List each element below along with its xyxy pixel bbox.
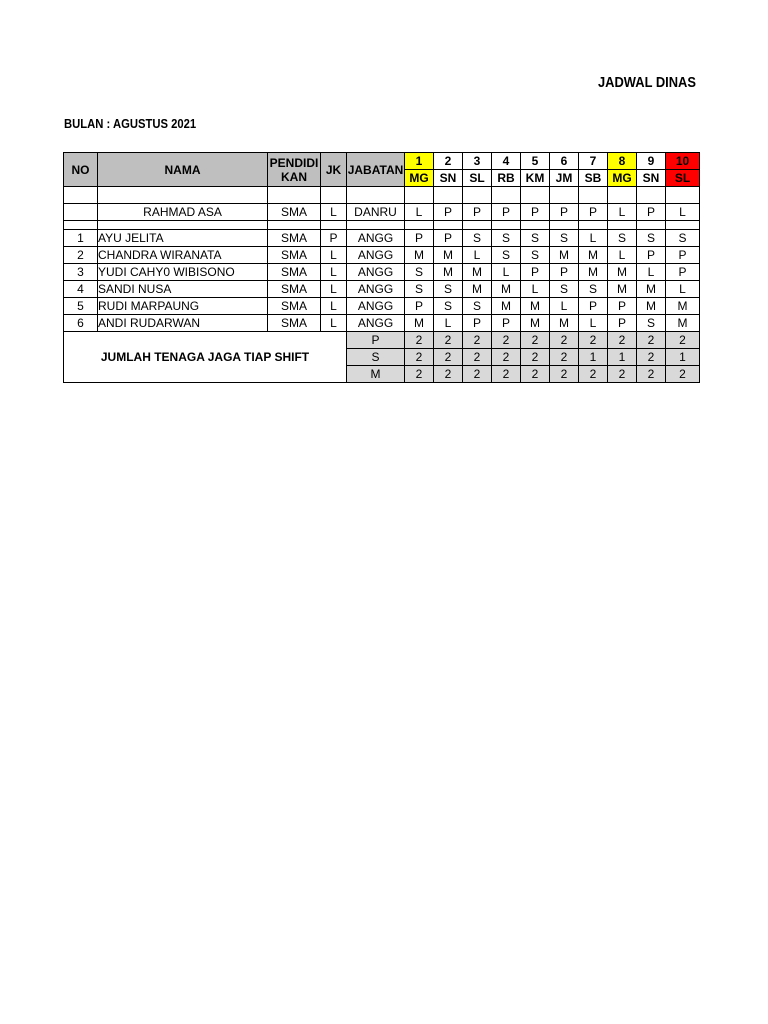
header-no: NO bbox=[64, 153, 98, 187]
summary-count: 2 bbox=[666, 332, 700, 349]
shift-cell: L bbox=[637, 264, 666, 281]
shift-cell: S bbox=[492, 247, 521, 264]
empty-cell bbox=[608, 187, 637, 204]
shift-cell: P bbox=[492, 315, 521, 332]
summary-count: 2 bbox=[463, 366, 492, 383]
shift-cell: M bbox=[550, 247, 579, 264]
shift-cell: S bbox=[463, 298, 492, 315]
shift-cell: L bbox=[405, 204, 434, 221]
member-pendidikan: SMA bbox=[268, 298, 321, 315]
summary-count: 2 bbox=[492, 349, 521, 366]
shift-cell: L bbox=[463, 247, 492, 264]
shift-cell: M bbox=[434, 247, 463, 264]
shift-cell: S bbox=[434, 298, 463, 315]
empty-cell bbox=[405, 221, 434, 230]
day-number: 3 bbox=[463, 153, 492, 170]
shift-cell: S bbox=[637, 315, 666, 332]
summary-count: 2 bbox=[405, 349, 434, 366]
shift-cell: L bbox=[579, 315, 608, 332]
shift-cell: P bbox=[579, 204, 608, 221]
shift-cell: M bbox=[521, 298, 550, 315]
member-jk: L bbox=[321, 315, 347, 332]
empty-cell bbox=[666, 221, 700, 230]
empty-cell bbox=[321, 187, 347, 204]
summary-count: 2 bbox=[521, 366, 550, 383]
day-number: 2 bbox=[434, 153, 463, 170]
empty-cell bbox=[321, 221, 347, 230]
leader-no bbox=[64, 204, 98, 221]
day-number: 6 bbox=[550, 153, 579, 170]
shift-cell: L bbox=[550, 298, 579, 315]
summary-count: 2 bbox=[434, 349, 463, 366]
shift-cell: P bbox=[637, 247, 666, 264]
shift-cell: P bbox=[463, 204, 492, 221]
shift-cell: P bbox=[434, 230, 463, 247]
empty-cell bbox=[492, 187, 521, 204]
shift-cell: M bbox=[463, 264, 492, 281]
shift-cell: S bbox=[405, 264, 434, 281]
summary-count: 2 bbox=[550, 366, 579, 383]
empty-cell bbox=[492, 221, 521, 230]
shift-cell: P bbox=[434, 204, 463, 221]
member-pendidikan: SMA bbox=[268, 281, 321, 298]
shift-cell: P bbox=[463, 315, 492, 332]
header-jk: JK bbox=[321, 153, 347, 187]
shift-cell: M bbox=[637, 281, 666, 298]
empty-cell bbox=[666, 187, 700, 204]
summary-count: 2 bbox=[579, 332, 608, 349]
member-jabatan: ANGG bbox=[347, 264, 405, 281]
member-no: 1 bbox=[64, 230, 98, 247]
shift-cell: P bbox=[608, 298, 637, 315]
summary-count: 2 bbox=[637, 349, 666, 366]
day-name: KM bbox=[521, 170, 550, 187]
member-jk: P bbox=[321, 230, 347, 247]
shift-cell: P bbox=[492, 204, 521, 221]
day-name: SL bbox=[666, 170, 700, 187]
shift-cell: P bbox=[521, 204, 550, 221]
shift-cell: P bbox=[637, 204, 666, 221]
empty-cell bbox=[98, 221, 268, 230]
day-number: 7 bbox=[579, 153, 608, 170]
summary-count: 2 bbox=[463, 349, 492, 366]
shift-cell: M bbox=[492, 281, 521, 298]
member-name: YUDI CAHY0 WIBISONO bbox=[98, 264, 268, 281]
leader-jk: L bbox=[321, 204, 347, 221]
shift-cell: L bbox=[608, 247, 637, 264]
shift-cell: P bbox=[405, 230, 434, 247]
shift-cell: M bbox=[550, 315, 579, 332]
empty-cell bbox=[521, 221, 550, 230]
summary-count: 1 bbox=[666, 349, 700, 366]
summary-row bbox=[64, 332, 700, 349]
header-jabatan: JABATAN bbox=[347, 153, 405, 187]
summary-count: 2 bbox=[434, 332, 463, 349]
member-row bbox=[64, 247, 700, 264]
member-jk: L bbox=[321, 264, 347, 281]
member-no: 2 bbox=[64, 247, 98, 264]
day-name: SB bbox=[579, 170, 608, 187]
day-name: JM bbox=[550, 170, 579, 187]
member-name: SANDI NUSA bbox=[98, 281, 268, 298]
member-name: AYU JELITA bbox=[98, 230, 268, 247]
shift-cell: M bbox=[608, 281, 637, 298]
summary-count: 2 bbox=[608, 366, 637, 383]
summary-shift: S bbox=[347, 349, 405, 366]
shift-cell: P bbox=[521, 264, 550, 281]
header-pendidikan-line2: KAN bbox=[281, 169, 307, 184]
member-no: 5 bbox=[64, 298, 98, 315]
empty-cell bbox=[463, 187, 492, 204]
shift-cell: S bbox=[492, 230, 521, 247]
summary-count: 1 bbox=[608, 349, 637, 366]
member-jabatan: ANGG bbox=[347, 298, 405, 315]
shift-cell: S bbox=[666, 230, 700, 247]
empty-cell bbox=[64, 221, 98, 230]
member-pendidikan: SMA bbox=[268, 315, 321, 332]
spacer-row bbox=[64, 187, 700, 204]
empty-cell bbox=[521, 187, 550, 204]
member-jabatan: ANGG bbox=[347, 281, 405, 298]
shift-cell: S bbox=[550, 281, 579, 298]
shift-cell: M bbox=[492, 298, 521, 315]
summary-count: 1 bbox=[579, 349, 608, 366]
header-row-days bbox=[64, 153, 700, 170]
summary-shift: P bbox=[347, 332, 405, 349]
summary-count: 2 bbox=[405, 332, 434, 349]
empty-cell bbox=[463, 221, 492, 230]
shift-cell: M bbox=[579, 247, 608, 264]
summary-count: 2 bbox=[405, 366, 434, 383]
empty-cell bbox=[268, 221, 321, 230]
member-row bbox=[64, 315, 700, 332]
day-name: SN bbox=[637, 170, 666, 187]
summary-count: 2 bbox=[550, 349, 579, 366]
member-pendidikan: SMA bbox=[268, 264, 321, 281]
member-row bbox=[64, 230, 700, 247]
member-no: 6 bbox=[64, 315, 98, 332]
empty-cell bbox=[637, 187, 666, 204]
shift-cell: L bbox=[666, 204, 700, 221]
shift-cell: S bbox=[608, 230, 637, 247]
empty-cell bbox=[434, 221, 463, 230]
empty-cell bbox=[637, 221, 666, 230]
day-name: SL bbox=[463, 170, 492, 187]
shift-cell: M bbox=[405, 315, 434, 332]
summary-count: 2 bbox=[521, 332, 550, 349]
member-jk: L bbox=[321, 247, 347, 264]
member-row bbox=[64, 281, 700, 298]
member-pendidikan: SMA bbox=[268, 230, 321, 247]
shift-cell: P bbox=[405, 298, 434, 315]
shift-cell: P bbox=[608, 315, 637, 332]
shift-cell: P bbox=[579, 298, 608, 315]
shift-cell: M bbox=[463, 281, 492, 298]
day-number: 8 bbox=[608, 153, 637, 170]
shift-cell: L bbox=[521, 281, 550, 298]
empty-cell bbox=[608, 221, 637, 230]
shift-cell: M bbox=[579, 264, 608, 281]
shift-cell: S bbox=[550, 230, 579, 247]
summary-count: 2 bbox=[608, 332, 637, 349]
empty-cell bbox=[347, 221, 405, 230]
member-pendidikan: SMA bbox=[268, 247, 321, 264]
summary-count: 2 bbox=[492, 332, 521, 349]
shift-cell: M bbox=[637, 298, 666, 315]
empty-cell bbox=[579, 221, 608, 230]
header-nama: NAMA bbox=[98, 153, 268, 187]
shift-cell: M bbox=[608, 264, 637, 281]
day-number: 5 bbox=[521, 153, 550, 170]
schedule-table bbox=[63, 152, 700, 383]
spacer-row bbox=[64, 221, 700, 230]
day-name: MG bbox=[608, 170, 637, 187]
empty-cell bbox=[347, 187, 405, 204]
summary-count: 2 bbox=[666, 366, 700, 383]
empty-cell bbox=[550, 187, 579, 204]
header-pendidikan-line1: PENDIDI bbox=[269, 155, 319, 170]
day-name: SN bbox=[434, 170, 463, 187]
shift-cell: L bbox=[434, 315, 463, 332]
shift-cell: S bbox=[521, 247, 550, 264]
shift-cell: L bbox=[579, 230, 608, 247]
shift-cell: S bbox=[434, 281, 463, 298]
day-number: 1 bbox=[405, 153, 434, 170]
shift-cell: M bbox=[666, 298, 700, 315]
shift-cell: M bbox=[405, 247, 434, 264]
summary-count: 2 bbox=[637, 332, 666, 349]
shift-cell: L bbox=[608, 204, 637, 221]
empty-cell bbox=[98, 187, 268, 204]
leader-name: RAHMAD ASA bbox=[98, 204, 268, 221]
member-jabatan: ANGG bbox=[347, 315, 405, 332]
empty-cell bbox=[579, 187, 608, 204]
shift-cell: S bbox=[463, 230, 492, 247]
shift-cell: P bbox=[666, 264, 700, 281]
member-no: 3 bbox=[64, 264, 98, 281]
member-row bbox=[64, 298, 700, 315]
summary-count: 2 bbox=[579, 366, 608, 383]
empty-cell bbox=[550, 221, 579, 230]
header-pendidikan bbox=[268, 153, 321, 187]
shift-cell: L bbox=[666, 281, 700, 298]
summary-count: 2 bbox=[463, 332, 492, 349]
shift-cell: S bbox=[637, 230, 666, 247]
shift-cell: M bbox=[434, 264, 463, 281]
member-name: RUDI MARPAUNG bbox=[98, 298, 268, 315]
summary-label: JUMLAH TENAGA JAGA TIAP SHIFT bbox=[64, 332, 347, 383]
summary-count: 2 bbox=[637, 366, 666, 383]
empty-cell bbox=[405, 187, 434, 204]
member-row bbox=[64, 264, 700, 281]
leader-row bbox=[64, 204, 700, 221]
day-number: 10 bbox=[666, 153, 700, 170]
day-name: RB bbox=[492, 170, 521, 187]
shift-cell: M bbox=[666, 315, 700, 332]
empty-cell bbox=[268, 187, 321, 204]
shift-cell: P bbox=[666, 247, 700, 264]
summary-count: 2 bbox=[434, 366, 463, 383]
summary-shift: M bbox=[347, 366, 405, 383]
day-number: 4 bbox=[492, 153, 521, 170]
summary-count: 2 bbox=[550, 332, 579, 349]
shift-cell: M bbox=[521, 315, 550, 332]
leader-jabatan: DANRU bbox=[347, 204, 405, 221]
schedule-body bbox=[64, 153, 700, 383]
member-no: 4 bbox=[64, 281, 98, 298]
shift-cell: S bbox=[521, 230, 550, 247]
shift-cell: L bbox=[492, 264, 521, 281]
empty-cell bbox=[64, 187, 98, 204]
shift-cell: P bbox=[550, 264, 579, 281]
shift-cell: S bbox=[405, 281, 434, 298]
member-name: ANDI RUDARWAN bbox=[98, 315, 268, 332]
member-jabatan: ANGG bbox=[347, 247, 405, 264]
shift-cell: S bbox=[579, 281, 608, 298]
document-title: JADWAL DINAS bbox=[598, 74, 696, 91]
month-label: BULAN : AGUSTUS 2021 bbox=[64, 117, 197, 131]
member-jabatan: ANGG bbox=[347, 230, 405, 247]
day-name: MG bbox=[405, 170, 434, 187]
member-name: CHANDRA WIRANATA bbox=[98, 247, 268, 264]
member-jk: L bbox=[321, 298, 347, 315]
shift-cell: P bbox=[550, 204, 579, 221]
empty-cell bbox=[434, 187, 463, 204]
leader-pendidikan: SMA bbox=[268, 204, 321, 221]
member-jk: L bbox=[321, 281, 347, 298]
summary-count: 2 bbox=[492, 366, 521, 383]
day-number: 9 bbox=[637, 153, 666, 170]
summary-count: 2 bbox=[521, 349, 550, 366]
